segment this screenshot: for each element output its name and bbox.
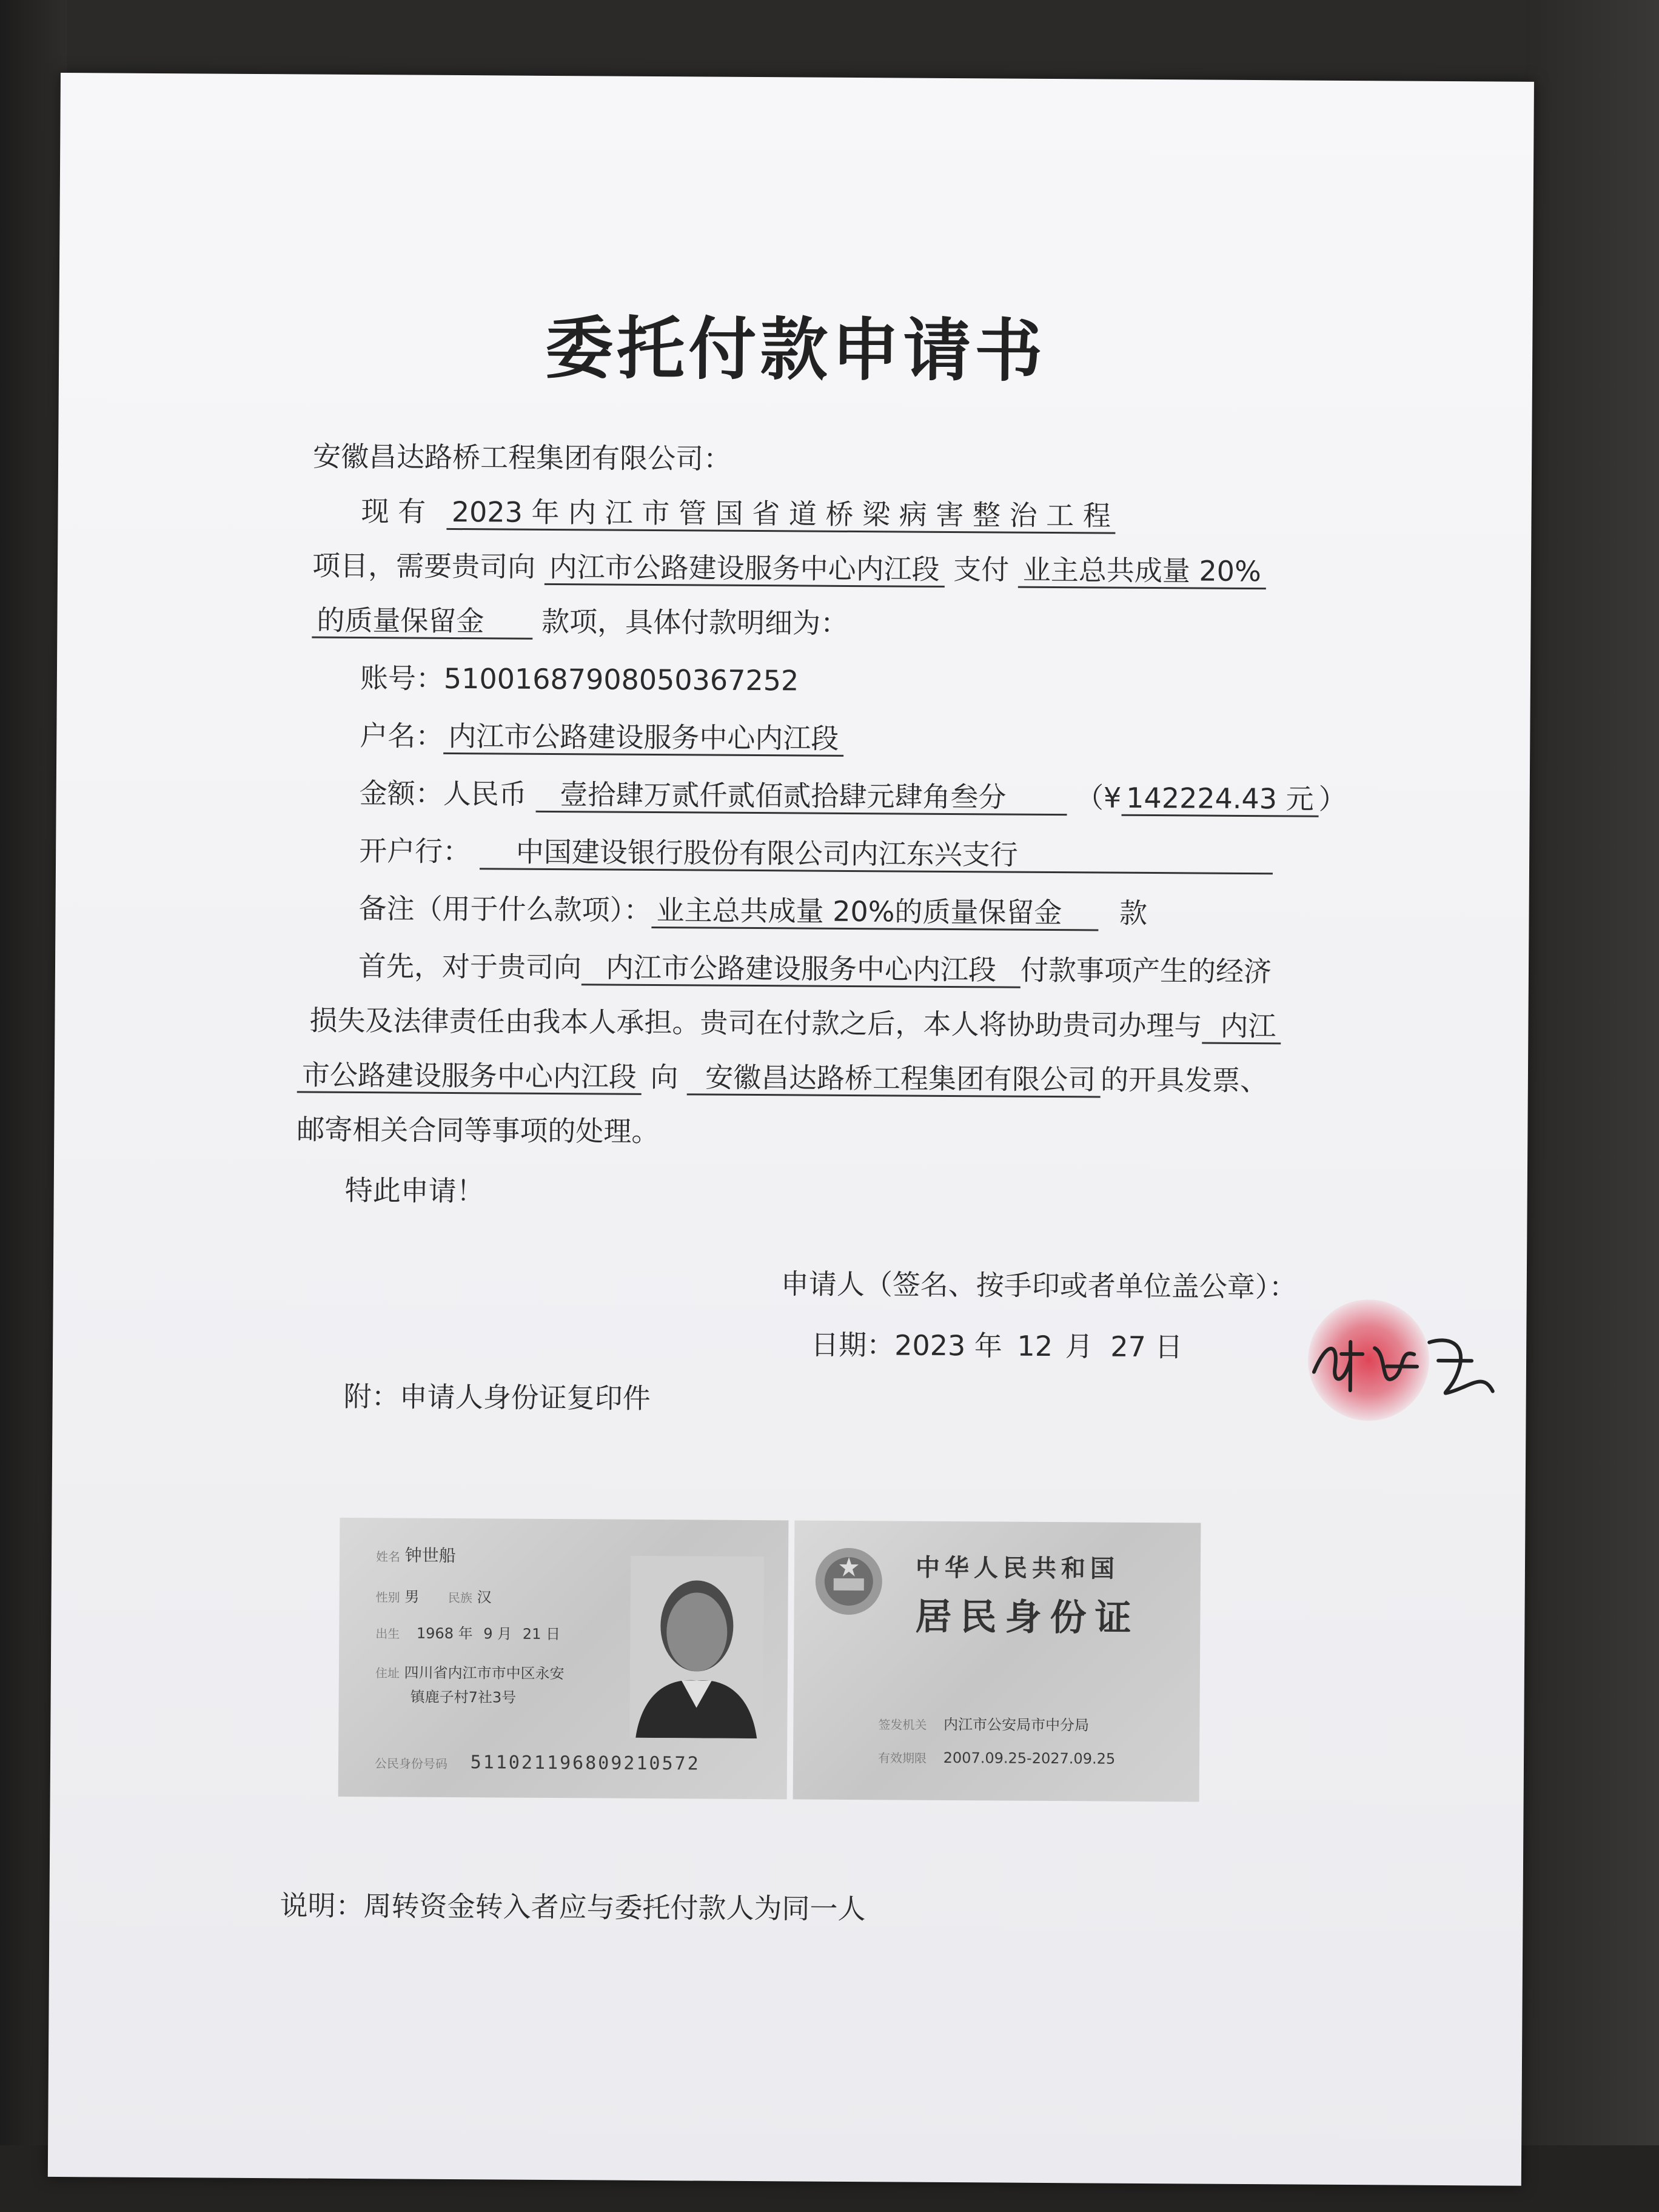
id-validity: 2007.09.25-2027.09.25 bbox=[943, 1749, 1116, 1768]
national-emblem-icon bbox=[812, 1545, 885, 1618]
id-birth-month: 9 bbox=[483, 1625, 493, 1643]
document-title: 委托付款申请书 bbox=[545, 309, 1047, 391]
account-name-label: 户名： bbox=[360, 719, 444, 752]
para1-line1 bbox=[361, 493, 1116, 534]
payee-name: 内江市公路建设服务中心内江段 bbox=[544, 551, 944, 588]
id-name: 钟世船 bbox=[404, 1545, 456, 1566]
amount-label: 金额：人民币 bbox=[359, 777, 527, 811]
id-birth-year-unit: 年 bbox=[458, 1625, 473, 1643]
id-number: 511021196809210572 bbox=[470, 1752, 700, 1775]
amount-in-words: 壹拾肆万贰仟贰佰贰拾肆元肆角叁分 bbox=[535, 778, 1067, 816]
para2-line1 bbox=[358, 948, 1272, 990]
amount-paren-close: ） bbox=[1318, 782, 1347, 816]
date-year-unit: 年 bbox=[974, 1329, 1003, 1362]
id-birth-day: 21 bbox=[522, 1625, 541, 1643]
remark-value: 业主总共成量 20%的质量保留金 bbox=[651, 894, 1098, 931]
date-day: 27 bbox=[1110, 1330, 1147, 1363]
id-ethnicity-label: 民族 bbox=[447, 1590, 473, 1606]
id-card-title: 居民身份证 bbox=[915, 1595, 1140, 1640]
application-paper bbox=[48, 73, 1534, 2186]
id-gender: 男 bbox=[404, 1588, 420, 1606]
para1-suffix: 款项，具体付款明细为： bbox=[541, 605, 849, 640]
id-authority-label: 签发机关 bbox=[878, 1717, 927, 1732]
id-address-label: 住址 bbox=[375, 1666, 400, 1681]
para2-l3-mid: 向 bbox=[650, 1060, 679, 1094]
date-month: 12 bbox=[1017, 1329, 1053, 1363]
id-birth-label: 出生 bbox=[375, 1626, 400, 1641]
id-authority: 内江市公安局市中分局 bbox=[943, 1715, 1090, 1734]
project-name-part1: 2023 年 内 江 市 管 国 省 道 桥 梁 病 害 整 治 工 程 bbox=[447, 495, 1116, 534]
date-year: 2023 bbox=[894, 1329, 966, 1362]
account-number: 51001687908050367252 bbox=[443, 662, 799, 697]
pay-word: 支付 bbox=[953, 553, 1010, 586]
bank-label: 开户行： bbox=[359, 834, 471, 868]
para2-l2-prefix: 损失及法律责任由我本人承担。贵司在付款之后，本人将协助贵司办理与 bbox=[309, 1004, 1202, 1042]
applicant-label: 申请人（签名、按手印或者单位盖公章）： bbox=[780, 1267, 1297, 1304]
remark-label: 备注（用于什么款项）： bbox=[358, 892, 652, 927]
date-day-unit: 日 bbox=[1155, 1330, 1183, 1364]
account-label: 账号： bbox=[360, 662, 444, 695]
id-validity-label: 有效期限 bbox=[877, 1751, 927, 1766]
id-number-label: 公民身份号码 bbox=[374, 1756, 448, 1771]
footer-note: 说明：周转资金转入者应与委托付款人为同一人 bbox=[280, 1889, 866, 1926]
closing-text: 特此申请！ bbox=[344, 1173, 484, 1208]
id-photo bbox=[629, 1556, 764, 1738]
bank-name: 中国建设银行股份有限公司内江东兴支行 bbox=[480, 835, 1273, 874]
para1-line3 bbox=[312, 602, 848, 642]
para1-line2 bbox=[312, 548, 1266, 590]
id-card-front-copy bbox=[338, 1518, 789, 1800]
para2-l3-company: 安徽昌达路桥工程集团有限公司 bbox=[687, 1061, 1101, 1098]
handwritten-signature bbox=[1308, 1318, 1503, 1416]
amount-paren-open: （¥ bbox=[1075, 781, 1122, 814]
addressee: 安徽昌达路桥工程集团有限公司： bbox=[312, 440, 732, 475]
id-card-back-copy bbox=[793, 1520, 1201, 1801]
para2-l1-payee: 内江市公路建设服务中心内江段 bbox=[581, 951, 1021, 988]
para2-line2 bbox=[309, 1002, 1281, 1045]
para2-l1-suffix: 付款事项产生的经济 bbox=[1020, 953, 1272, 988]
bank-row bbox=[359, 833, 1273, 874]
id-ethnicity: 汉 bbox=[477, 1589, 492, 1606]
date-row bbox=[811, 1327, 1183, 1366]
account-name-value: 内江市公路建设服务中心内江段 bbox=[443, 720, 843, 757]
account-row bbox=[360, 660, 799, 699]
id-address-line1: 四川省内江市市中区永安 bbox=[404, 1664, 565, 1683]
para1-project-suffix: 项目，需要贵司向 bbox=[312, 549, 536, 583]
date-month-unit: 月 bbox=[1065, 1330, 1093, 1363]
id-gender-label: 性别 bbox=[375, 1590, 400, 1605]
para2-l2-payee: 内江 bbox=[1202, 1010, 1281, 1045]
id-birth-day-unit: 日 bbox=[545, 1625, 561, 1643]
desk-background-right bbox=[1526, 0, 1659, 2212]
id-birth-month-unit: 月 bbox=[497, 1625, 512, 1643]
para2-line3 bbox=[297, 1056, 1269, 1099]
account-name-row bbox=[360, 717, 843, 757]
amount-row bbox=[360, 775, 1347, 817]
remark-suffix: 款 bbox=[1119, 896, 1148, 930]
date-label: 日期： bbox=[811, 1328, 895, 1362]
payment-purpose-part2: 的质量保留金 bbox=[312, 604, 532, 640]
id-address-line2: 镇鹿子村7社3号 bbox=[410, 1688, 517, 1706]
remark-row bbox=[358, 890, 1147, 931]
para2-l3-payee: 市公路建设服务中心内江段 bbox=[297, 1058, 642, 1094]
para2-l1-prefix: 首先，对于贵司向 bbox=[358, 950, 582, 984]
para1-prefix: 现 有 bbox=[361, 495, 426, 528]
payment-purpose-part1: 业主总共成量 20% bbox=[1018, 554, 1266, 589]
para2-line4: 邮寄相关合同等事项的处理。 bbox=[297, 1113, 660, 1148]
amount-figure: 142224.43 元 bbox=[1121, 782, 1319, 817]
id-birth-year: 1968 bbox=[416, 1624, 454, 1643]
attachment-note: 附：申请人身份证复印件 bbox=[343, 1379, 651, 1415]
id-country: 中华人民共和国 bbox=[915, 1553, 1120, 1583]
id-name-label: 姓名 bbox=[375, 1549, 401, 1564]
para2-l3-suffix: 的开具发票、 bbox=[1100, 1063, 1269, 1098]
